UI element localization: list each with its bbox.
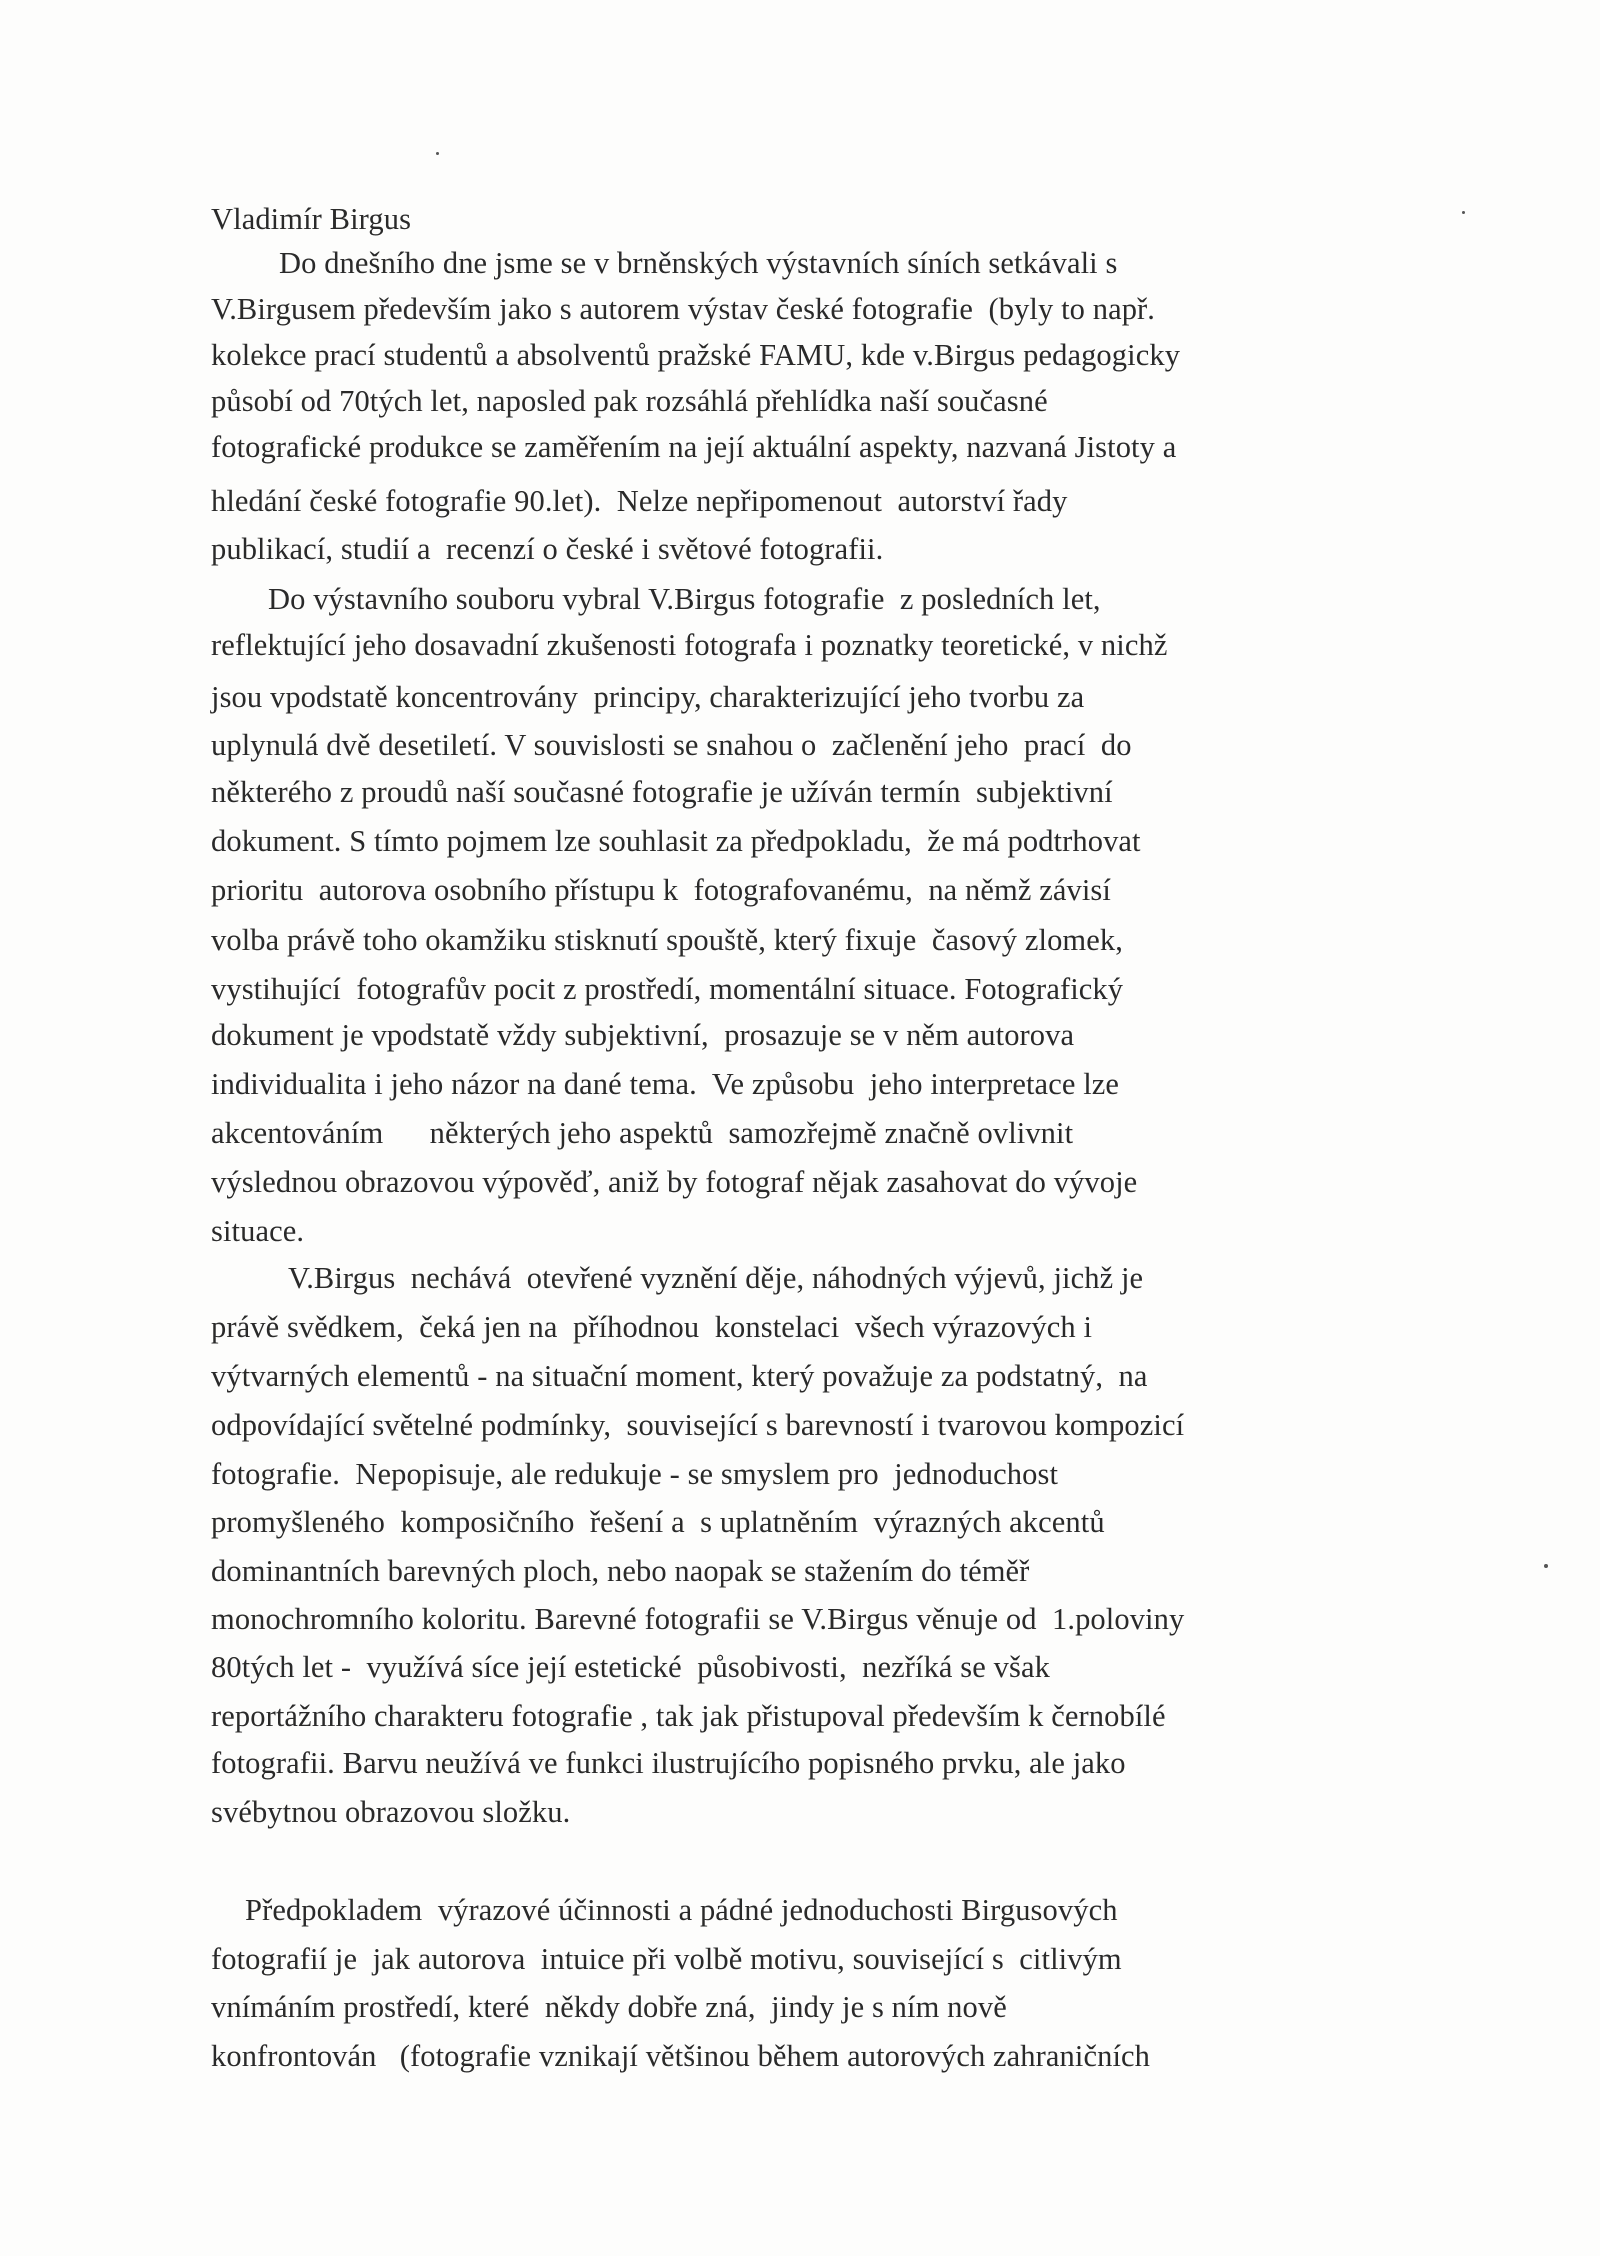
text-line: reflektující jeho dosavadní zkušenosti fotografa i poznatky teoretické, v nichž [211, 628, 1168, 662]
text-line: svébytnou obrazovou složku. [211, 1795, 571, 1829]
text-line: fotografii. Barvu neužívá ve funkci ilustrujícího popisného prvku, ale jako [211, 1746, 1126, 1780]
text-line: Předpokladem výrazové účinnosti a pádné jednoduchosti Birgusových [245, 1893, 1118, 1927]
text-line: 80tých let - využívá síce její estetické působivosti, nezříká se však [211, 1650, 1050, 1684]
text-line: Do výstavního souboru vybral V.Birgus fotografie z posledních let, [268, 582, 1101, 616]
text-line: dokument. S tímto pojmem lze souhlasit za předpokladu, že má podtrhovat [211, 824, 1141, 858]
text-line: vnímáním prostředí, které někdy dobře zná, jindy je s ním nově [211, 1990, 1007, 2024]
text-line: fotografické produkce se zaměřením na její aktuální aspekty, nazvaná Jistoty a [211, 430, 1177, 464]
text-line: kolekce prací studentů a absolventů pražské FAMU, kde v.Birgus pedagogicky [211, 338, 1181, 372]
text-line: Do dnešního dne jsme se v brněnských výstavních síních setkávali s [279, 246, 1118, 280]
text-line: volba právě toho okamžiku stisknutí spouště, který fixuje časový zlomek, [211, 923, 1123, 957]
text-line: hledání české fotografie 90.let). Nelze nepřipomenout autorství řady [211, 484, 1068, 518]
text-line: prioritu autorova osobního přístupu k fotografovanému, na němž závisí [211, 873, 1111, 907]
text-line: dominantních barevných ploch, nebo naopak se stažením do téměř [211, 1554, 1030, 1588]
text-line: výtvarných elementů - na situační moment, který považuje za podstatný, na [211, 1359, 1148, 1393]
text-line: působí od 70tých let, naposled pak rozsáhlá přehlídka naší současné [211, 384, 1048, 418]
text-line: monochromního koloritu. Barevné fotografii se V.Birgus věnuje od 1.poloviny [211, 1602, 1185, 1636]
text-line: právě svědkem, čeká jen na příhodnou konstelaci všech výrazových i [211, 1310, 1093, 1344]
text-line: situace. [211, 1214, 305, 1248]
text-line: promyšleného komposičního řešení a s uplatněním výrazných akcentů [211, 1505, 1105, 1539]
text-line: dokument je vpodstatě vždy subjektivní, prosazuje se v něm autorova [211, 1018, 1075, 1052]
text-line: fotografií je jak autorova intuice při volbě motivu, související s citlivým [211, 1942, 1122, 1976]
text-line: fotografie. Nepopisuje, ale redukuje - se smyslem pro jednoduchost [211, 1457, 1059, 1491]
text-line: publikací, studií a recenzí o české i světové fotografii. [211, 532, 884, 566]
text-line: konfrontován (fotografie vznikají většinou během autorových zahraničních [211, 2039, 1151, 2073]
text-line: jsou vpodstatě koncentrovány principy, charakterizující jeho tvorbu za [211, 680, 1085, 714]
text-line: některého z proudů naší současné fotografie je užíván termín subjektivní [211, 775, 1113, 809]
text-line: akcentováním některých jeho aspektů samozřejmě značně ovlivnit [211, 1116, 1074, 1150]
text-line: V.Birgusem především jako s autorem výstav české fotografie (byly to např. [211, 292, 1156, 326]
text-line: reportážního charakteru fotografie , tak jak přistupoval především k černobílé [211, 1699, 1166, 1733]
text-line: uplynulá dvě desetiletí. V souvislosti se snahou o začlenění jeho prací do [211, 728, 1132, 762]
scan-speck [1462, 211, 1465, 214]
scan-speck [1544, 1564, 1548, 1568]
scan-speck [436, 152, 439, 155]
text-line: výslednou obrazovou výpověď, aniž by fotograf nějak zasahovat do vývoje [211, 1165, 1138, 1199]
document-title: Vladimír Birgus [211, 202, 412, 236]
text-line: individualita i jeho názor na dané tema. Ve způsobu jeho interpretace lze [211, 1067, 1120, 1101]
text-line: V.Birgus nechává otevřené vyznění děje, náhodných výjevů, jichž je [288, 1261, 1144, 1295]
text-line: odpovídající světelné podmínky, související s barevností i tvarovou kompozicí [211, 1408, 1185, 1442]
text-line: vystihující fotografův pocit z prostředí, momentální situace. Fotografický [211, 972, 1124, 1006]
